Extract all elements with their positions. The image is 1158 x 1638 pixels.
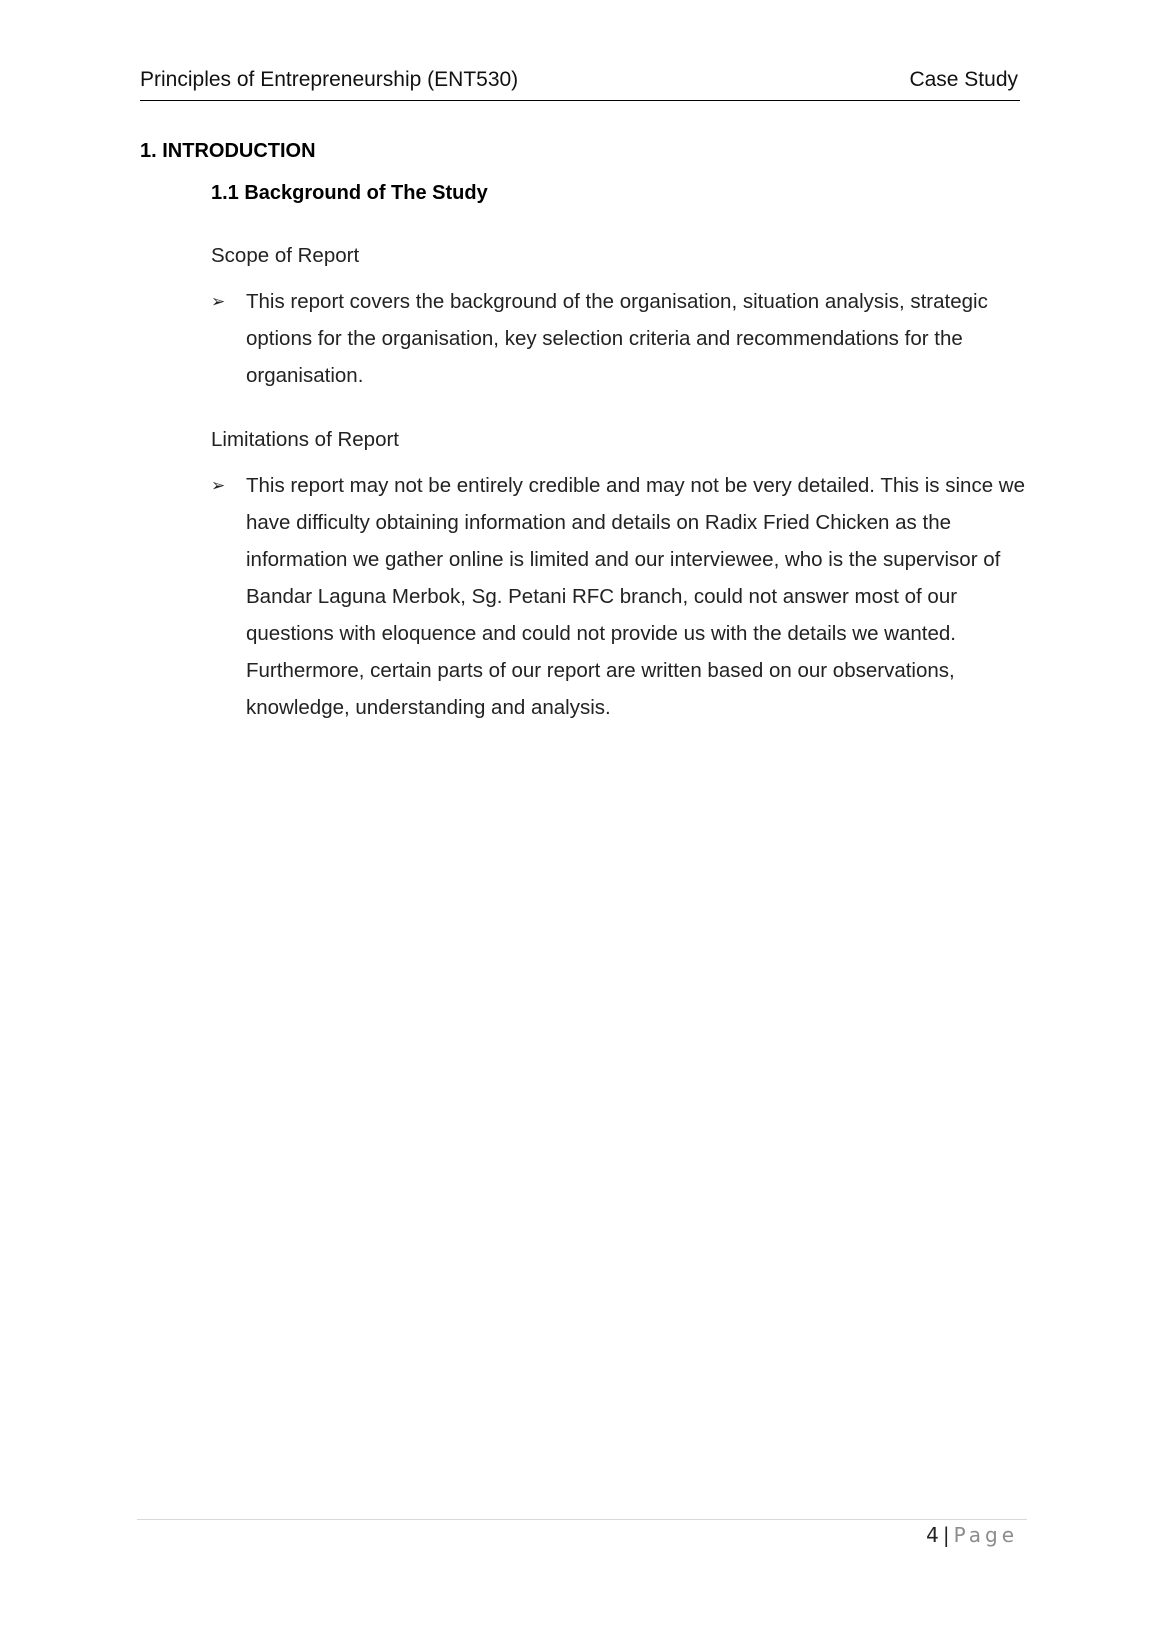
page-number-separator: |	[942, 1523, 950, 1547]
page-label: Page	[953, 1523, 1018, 1547]
page-header	[140, 66, 1020, 101]
scope-title: Scope of Report	[211, 244, 360, 267]
limitations-bullet	[211, 467, 1041, 726]
limitations-title: Limitations of Report	[211, 428, 400, 451]
section-heading: 1. INTRODUCTION	[140, 140, 316, 162]
subsection-heading: 1.1 Background of The Study	[211, 182, 488, 204]
scope-bullet-text: This report covers the background of the organisation, situation analysis, strategic options for the organisation, key selection criteria and recommendations for the organisation.	[246, 290, 988, 387]
header-doc-type: Case Study	[909, 68, 1018, 91]
footer-divider	[137, 1519, 1027, 1520]
arrow-bullet-icon: ➢	[211, 476, 226, 495]
scope-bullet	[211, 283, 1041, 394]
header-course-title: Principles of Entrepreneurship (ENT530)	[140, 68, 519, 91]
arrow-bullet-icon: ➢	[211, 292, 226, 311]
limitations-bullet-text: This report may not be entirely credible and may not be very detailed. This is since we have difficulty obtaining information and details on Radix Fried Chicken as the information we gather online is limited and our interviewee, who is the supervisor of Bandar Laguna Merbok, Sg. Petani RFC branch, could not answer most of our questions with eloquence and could not provide us with the details we wanted. Furthermore, certain parts of our report are written based on our observations, knowledge, understanding and analysis.	[246, 474, 1025, 719]
page-number	[926, 1523, 1018, 1547]
page-number-value: 4	[926, 1523, 939, 1547]
